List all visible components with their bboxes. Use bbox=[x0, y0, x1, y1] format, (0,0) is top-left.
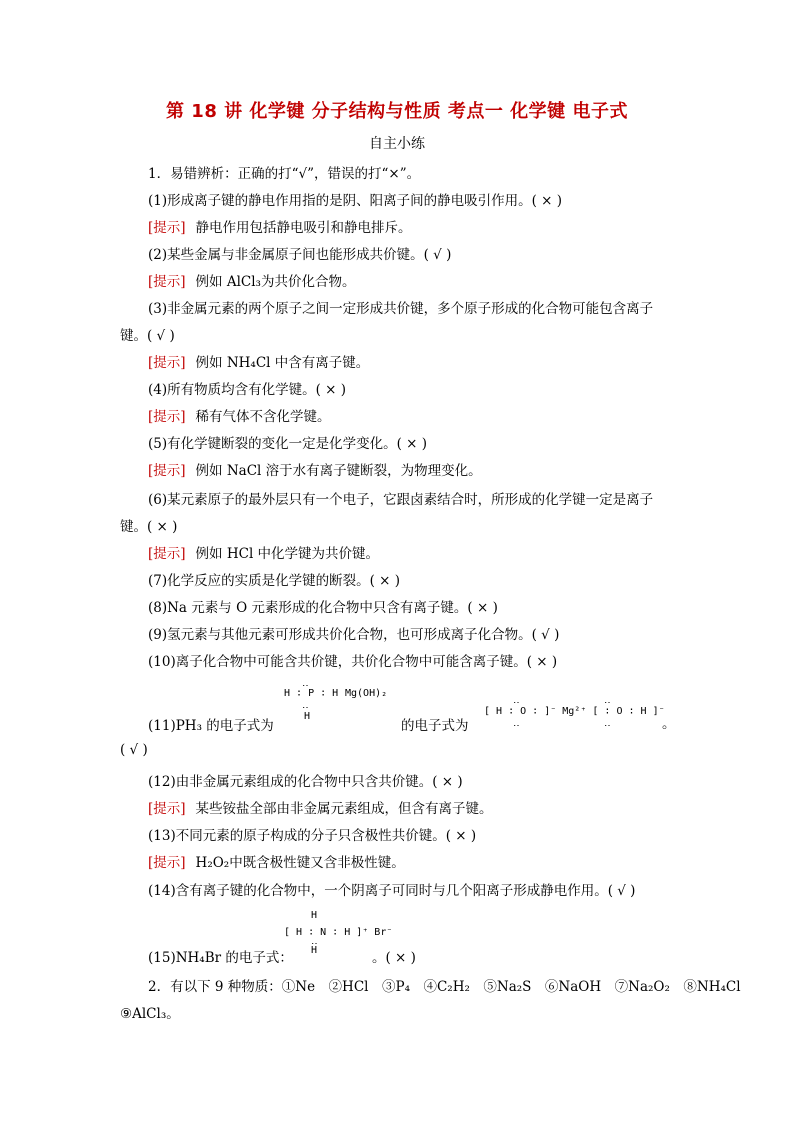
statement-15-part-2: 。( × ) bbox=[372, 950, 416, 966]
hint-13 bbox=[148, 851, 405, 871]
statement-10: (10)离子化合物中可能含共价键，共价化合物中可能含离子键。( × ) bbox=[148, 654, 558, 670]
hint-label: [提示] bbox=[148, 274, 186, 290]
hint-text: 静电作用包括静电吸引和静电排斥。 bbox=[195, 220, 412, 236]
ph3-dots-bottom: ‥ bbox=[302, 700, 309, 711]
statement-3-line-1: (3)非金属元素的两个原子之间一定形成共价键，多个原子形成的化合物可能包含离子 bbox=[148, 301, 654, 317]
statement-3-line-2: 键。( √ ) bbox=[120, 328, 175, 344]
section-subtitle: 自主小练 bbox=[369, 136, 425, 152]
question-1-heading: 1．易错辨析：正确的打“√”，错误的打“×”。 bbox=[148, 166, 421, 182]
hint-2 bbox=[148, 270, 355, 290]
hint-3 bbox=[148, 351, 369, 371]
statement-7: (7)化学反应的实质是化学键的断裂。( × ) bbox=[148, 573, 401, 589]
statement-14: (14)含有离子键的化合物中，一个阴离子可同时与几个阳离子形成静电作用。( √ ) bbox=[148, 883, 636, 899]
ph3-dots-top: ‥ bbox=[302, 678, 309, 689]
hint-text: 例如 AlCl₃为共价化合物。 bbox=[195, 274, 356, 290]
hint-text: 例如 NH₄Cl 中含有离子键。 bbox=[195, 355, 370, 371]
hint-text: 某些铵盐全部由非金属元素组成，但含有离子键。 bbox=[195, 801, 493, 817]
hint-label: [提示] bbox=[148, 409, 186, 425]
ph3-electron-formula: H ∶ P ∶ H bbox=[284, 688, 339, 699]
statement-4: (4)所有物质均含有化学键。( × ) bbox=[148, 382, 347, 398]
statement-11-end: 。 bbox=[662, 716, 676, 732]
nh4br-electron-formula: [ H ∶ N ∶ H ]⁺ Br⁻ bbox=[284, 927, 393, 938]
mgoh2-electron-formula: [ H ∶ O ∶ ]⁻ Mg²⁺ [ ∶ O ∶ H ]⁻ bbox=[484, 706, 665, 717]
ph3-bottom-h: H bbox=[304, 711, 311, 722]
statement-11-part-1: (11)PH₃ 的电子式为 bbox=[148, 718, 274, 734]
hint-text: 稀有气体不含化学键。 bbox=[195, 409, 331, 425]
hint-12 bbox=[148, 797, 493, 817]
statement-8: (8)Na 元素与 O 元素形成的化合物中只含有离子键。( × ) bbox=[148, 600, 498, 616]
hint-label: [提示] bbox=[148, 801, 186, 817]
hint-label: [提示] bbox=[148, 355, 186, 371]
nh4br-top-h: H bbox=[311, 910, 318, 921]
hint-label: [提示] bbox=[148, 220, 186, 236]
statement-2: (2)某些金属与非金属原子间也能形成共价键。( √ ) bbox=[148, 247, 452, 263]
nh4br-dots: ‥ bbox=[311, 936, 318, 947]
statement-6-line-2: 键。( × ) bbox=[120, 519, 178, 535]
statement-12: (12)由非金属元素组成的化合物中只含共价键。( × ) bbox=[148, 774, 463, 790]
hint-text: 例如 HCl 中化学键为共价键。 bbox=[195, 546, 380, 562]
statement-15-part-1: (15)NH₄Br 的电子式： bbox=[148, 950, 293, 966]
statement-9: (9)氢元素与其他元素可形成共价化合物，也可形成离子化合物。( √ ) bbox=[148, 627, 560, 643]
hint-label: [提示] bbox=[148, 855, 186, 871]
hint-6 bbox=[148, 542, 379, 562]
statement-5: (5)有化学键断裂的变化一定是化学变化。( × ) bbox=[148, 436, 428, 452]
hint-label: [提示] bbox=[148, 463, 186, 479]
statement-6-line-1: (6)某元素原子的最外层只有一个电子，它跟卤素结合时，所形成的化学键一定是离子 bbox=[148, 492, 654, 508]
statement-13: (13)不同元素的原子构成的分子只含极性共价键。( × ) bbox=[148, 828, 477, 844]
statement-1: (1)形成离子键的静电作用指的是阴、阳离子间的静电吸引作用。( × ) bbox=[148, 193, 563, 209]
page-title: 第 18 讲 化学键 分子结构与性质 考点一 化学键 电子式 bbox=[166, 101, 628, 122]
hint-text: H₂O₂中既含极性键又含非极性键。 bbox=[195, 855, 405, 871]
hint-1 bbox=[148, 216, 412, 236]
hint-text: 例如 NaCl 溶于水有离子键断裂，为物理变化。 bbox=[195, 463, 482, 479]
statement-11-mark: ( √ ) bbox=[120, 742, 148, 758]
mgoh2-dots-top: ‥ ‥ bbox=[513, 695, 611, 706]
mgoh2-dots-bottom: ‥ ‥ bbox=[513, 718, 611, 729]
hint-5 bbox=[148, 459, 482, 479]
hint-4 bbox=[148, 405, 331, 425]
nh4br-bottom-h: H bbox=[311, 945, 318, 956]
statement-11-part-2: 的电子式为 bbox=[401, 718, 469, 734]
mgoh2-label: Mg(OH)₂ bbox=[345, 688, 388, 699]
question-2-line-2: ⑨AlCl₃。 bbox=[120, 1006, 180, 1022]
hint-label: [提示] bbox=[148, 546, 186, 562]
question-2-line-1: 2．有以下 9 种物质：①Ne ②HCl ③P₄ ④C₂H₂ ⑤Na₂S ⑥NaOH ⑦Na₂O₂ ⑧NH₄Cl bbox=[148, 979, 741, 995]
